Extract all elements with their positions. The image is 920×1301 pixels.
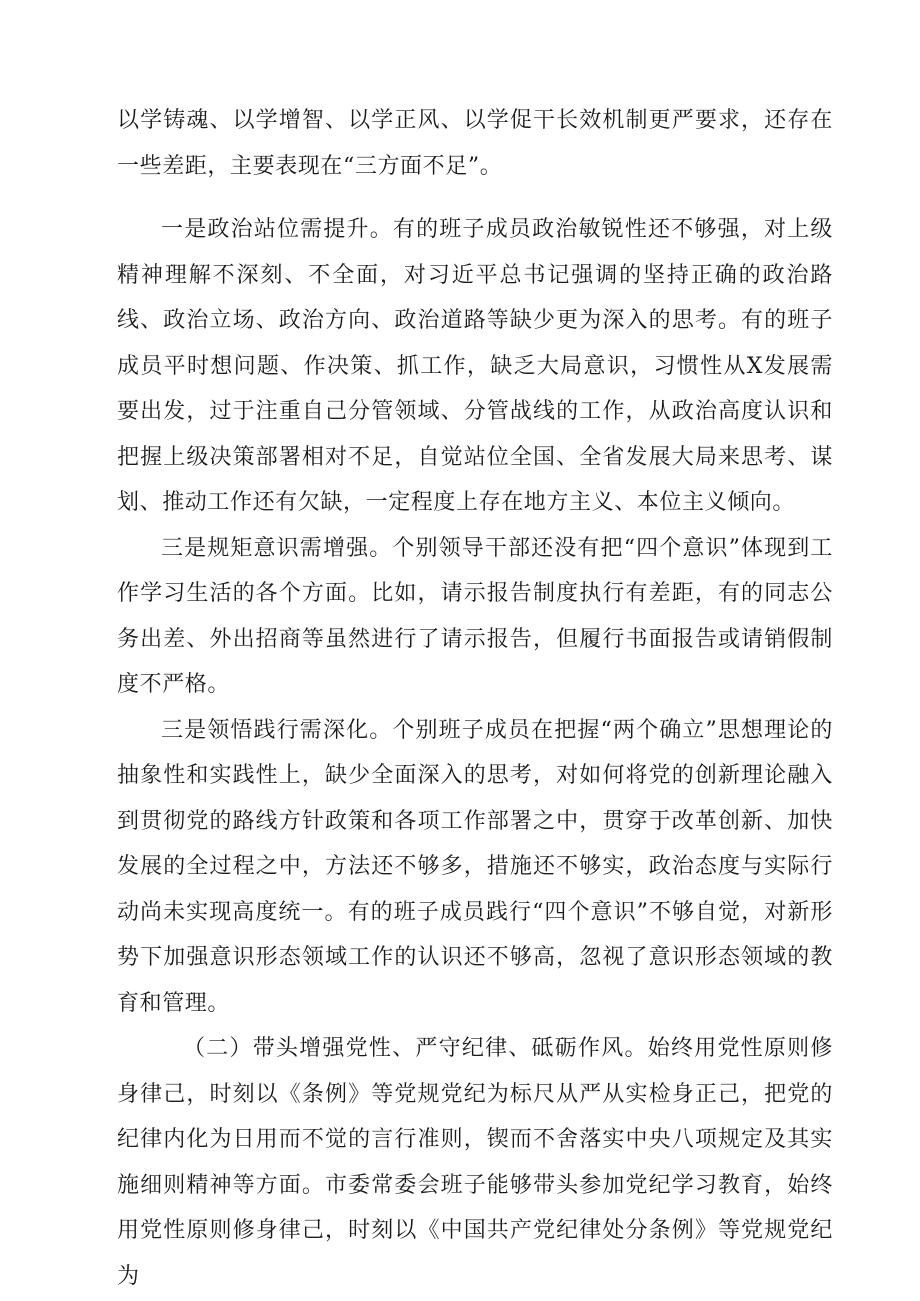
document-body <box>117 98 833 1299</box>
paragraph-practice: 三是领悟践行需深化。个别班子成员在把握“两个确立”思想理论的抽象性和实践性上，缺少全面深入的思考，对如何将党的创新理论融入到贯彻党的路线方针政策和各项工作部署之中，贯穿于改革创新、加快发展的全过程之中，方法还不够多，措施还不够实，政治态度与实际行动尚未实现高度统一。有的班子成员践行“四个意识”不够自觉，对新形势下加强意识形态领域工作的认识还不够高，忽视了意识形态领域的教育和管理。 <box>117 717 833 1016</box>
paragraph-rules-awareness: 三是规矩意识需增强。个别领导干部还没有把“四个意识”体现到工作学习生活的各个方面。比如，请示报告制度执行有差距，有的同志公务出差、外出招商等虽然进行了请示报告，但履行书面报告或请销假制度不严格。 <box>117 535 833 697</box>
paragraph-intro: 以学铸魂、以学增智、以学正风、以学促干长效机制更严要求，还存在一些差距，主要表现在“三方面不足”。 <box>117 108 833 179</box>
paragraph-discipline: （二）带头增强党性、严守纪律、砥砺作风。始终用党性原则修身律己，时刻以《条例》等党规党纪为标尺从严从实检身正己，把党的纪律内化为日用而不觉的言行准则，锲而不舍落实中央八项规定及其实施细则精神等方面。市委常委会班子能够带头参加党纪学习教育，始终用党性原则修身律己，时刻以《中国共产党纪律处分条例》等党规党纪为 <box>117 1036 833 1289</box>
paragraph-political-stance: 一是政治站位需提升。有的班子成员政治敏锐性还不够强，对上级精神理解不深刻、不全面，对习近平总书记强调的坚持正确的政治路线、政治立场、政治方向、政治道路等缺少更为深入的思考。有的班子成员平时想问题、作决策、抓工作，缺乏大局意识，习惯性从X发展需要出发，过于注重自己分管领域、分管战线的工作，从政治高度认识和把握上级决策部署相对不足，自觉站位全国、全省发展大局来思考、谋划、推动工作还有欠缺，一定程度上存在地方主义、本位主义倾向。 <box>117 217 833 515</box>
